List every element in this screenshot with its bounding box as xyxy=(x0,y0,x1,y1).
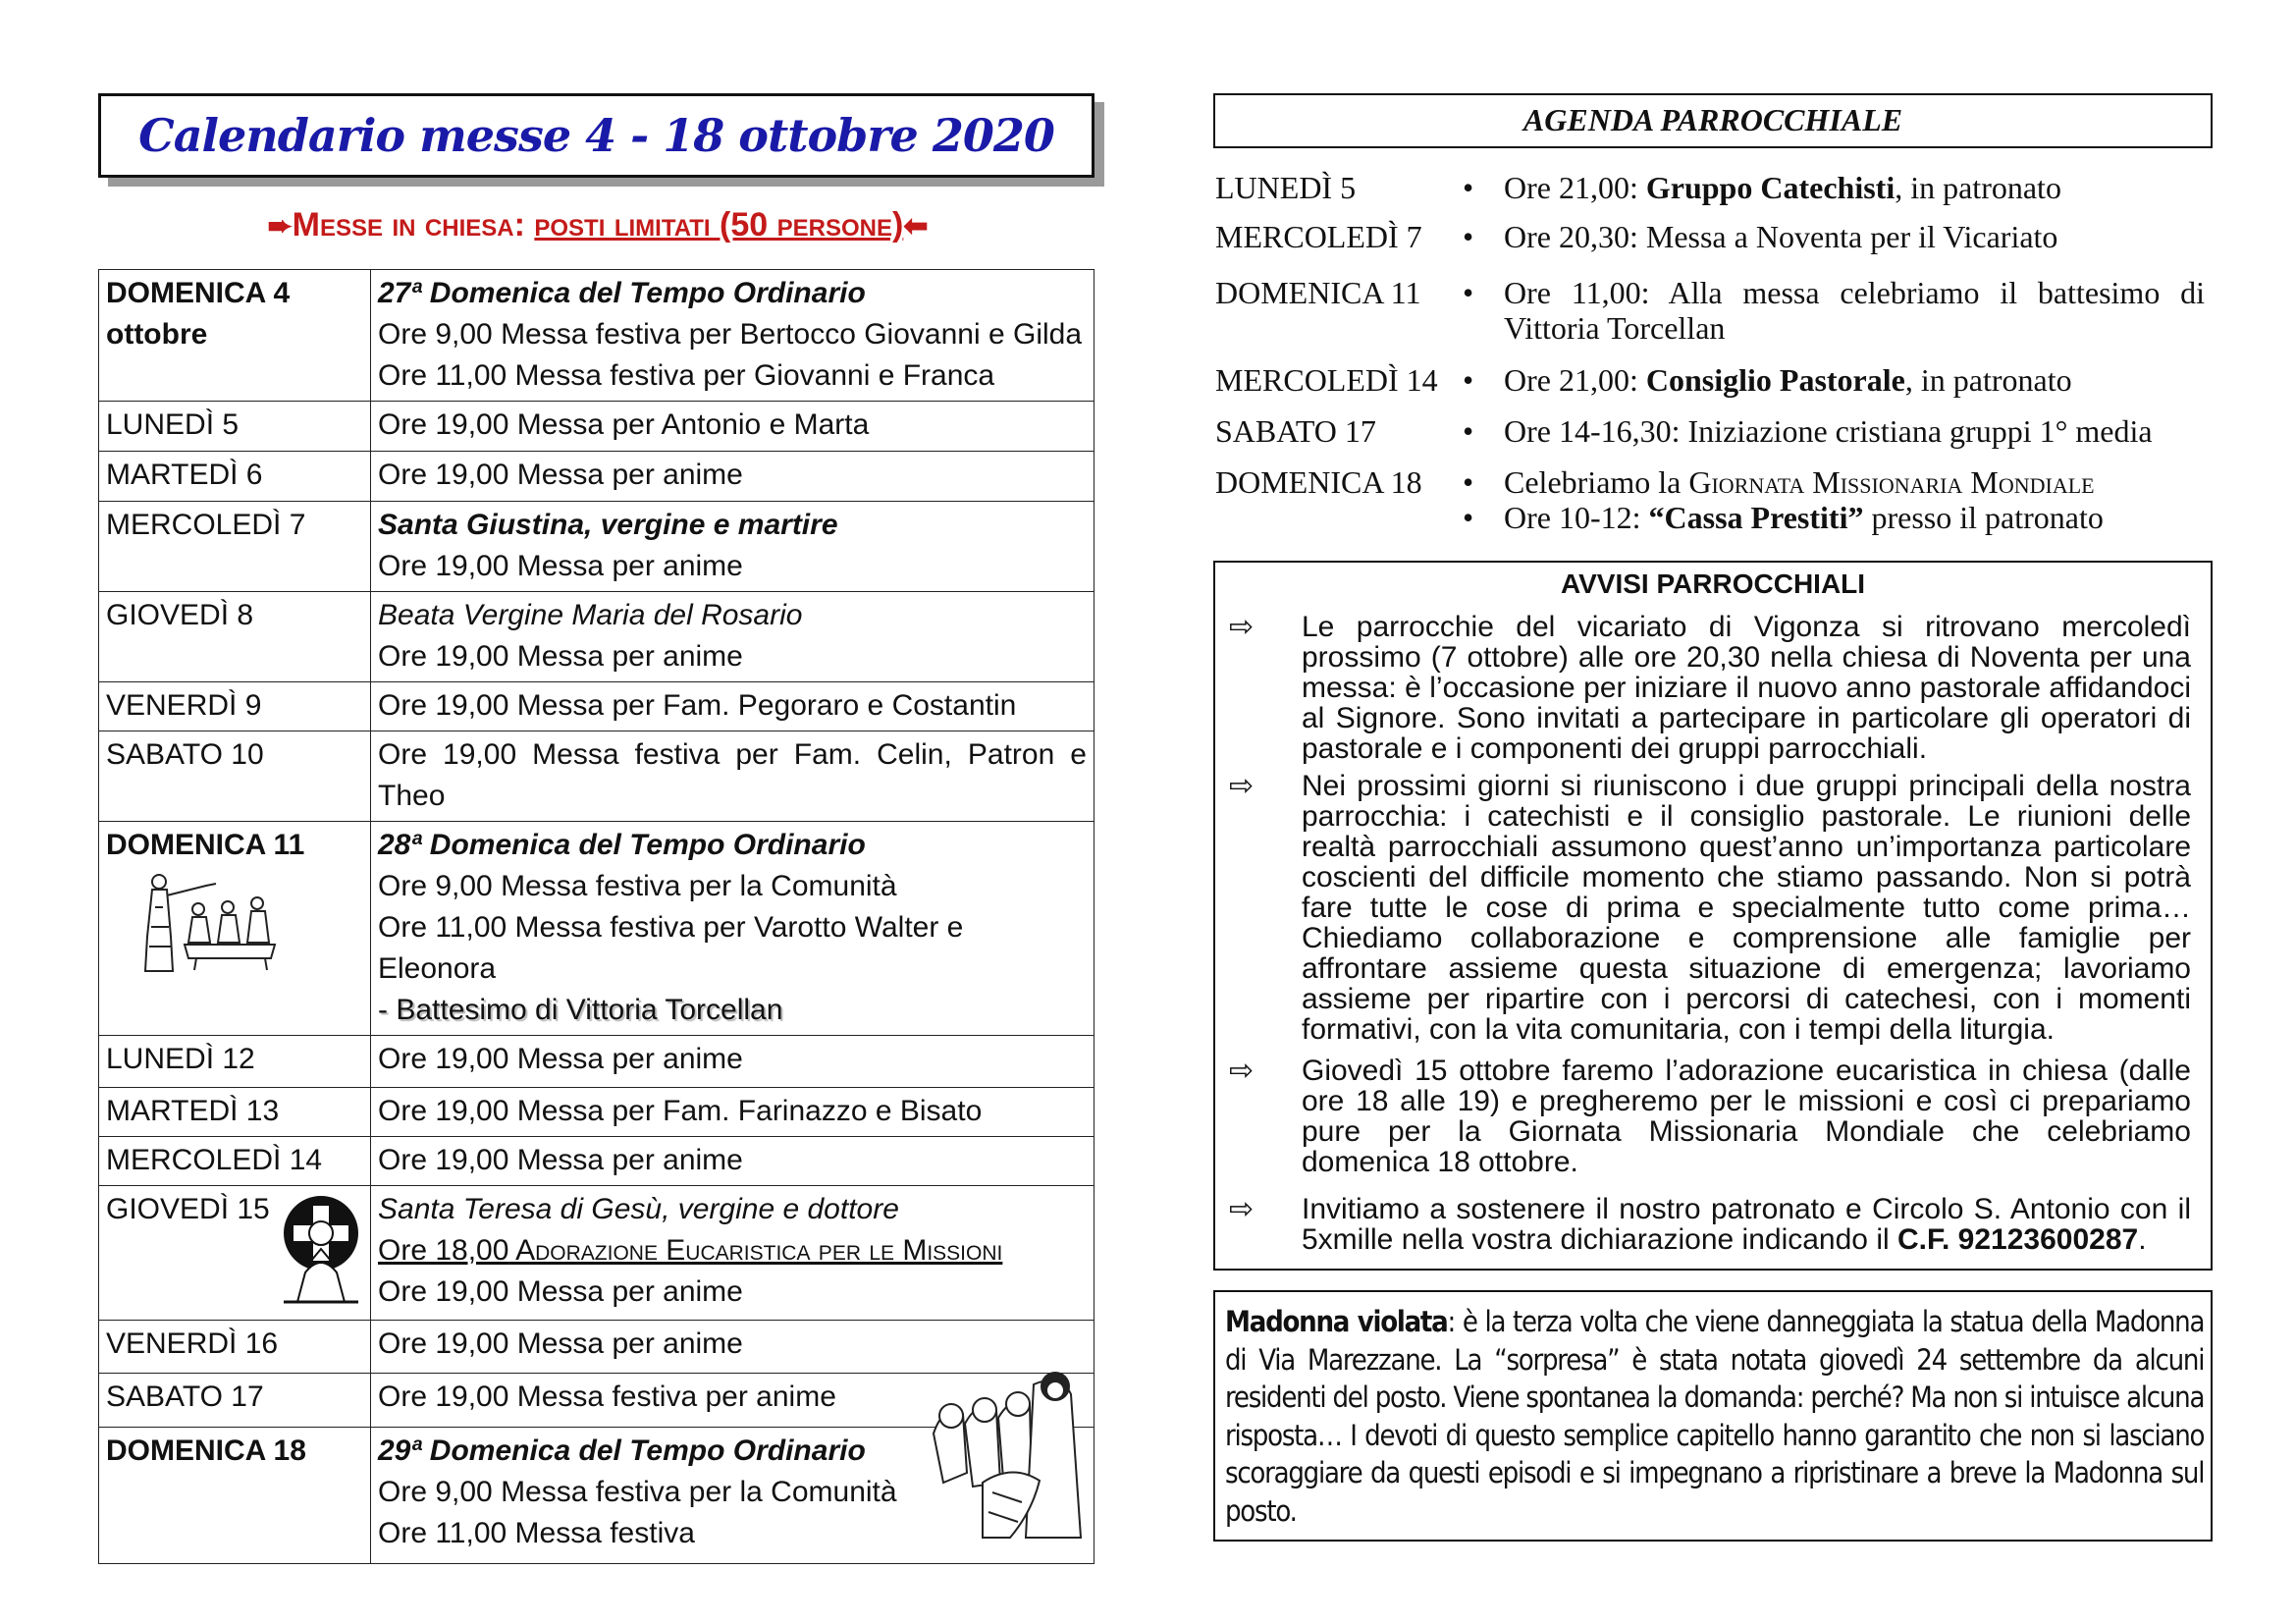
madonna-paragraph xyxy=(1225,1303,2204,1530)
madonna-box xyxy=(1213,1290,2213,1542)
day-cell: LUNEDÌ 12 xyxy=(99,1036,371,1088)
day-cell: VENERDÌ 9 xyxy=(99,682,371,731)
day-label: DOMENICA 11 xyxy=(106,829,305,861)
day-cell xyxy=(99,1186,371,1321)
liturgy-title: Santa Teresa di Gesù, vergine e dottore xyxy=(378,1193,899,1225)
baptism-line: - Battesimo di Vittoria Torcellan xyxy=(378,994,783,1026)
mass-line: Ore 19,00 Messa per anime xyxy=(378,1144,743,1176)
mass-cell xyxy=(371,1036,1095,1088)
liturgy-title: 27ª Domenica del Tempo Ordinario xyxy=(378,277,866,309)
agenda-items xyxy=(1463,413,2205,449)
mass-line: Ore 9,00 Messa festiva per la Comunità xyxy=(378,870,897,902)
mass-line: Ore 19,00 Messa per anime xyxy=(378,550,743,582)
table-row xyxy=(99,682,1095,731)
title-box xyxy=(98,93,1095,178)
bullet-icon: • xyxy=(1463,275,1474,310)
agenda-day: MERCOLEDÌ 14 xyxy=(1215,362,1438,398)
mass-cell xyxy=(371,682,1095,731)
agenda-day: DOMENICA 18 xyxy=(1215,464,1422,500)
day-cell: DOMENICA 18 xyxy=(99,1428,371,1564)
agenda-item xyxy=(1463,464,2205,500)
agenda-text: , in patronato xyxy=(1904,362,2072,398)
bullet-icon: • xyxy=(1463,362,1474,398)
day-cell: VENERDÌ 16 xyxy=(99,1321,371,1374)
agenda-items xyxy=(1463,464,2205,535)
avviso-paragraph: Giovedì 15 ottobre faremo l’adorazione eucaristica in chiesa (dalle ore 18 alle 19) e pregheremo per le missioni e così ci prepariamo pure per la Giornata Missionaria Mondiale che celebriamo domenica 18 ottobre. xyxy=(1302,1055,2191,1178)
eucharistic-adoration-icon xyxy=(276,1192,366,1308)
arrow-left-icon: ⬅ xyxy=(903,210,929,243)
agenda-item xyxy=(1463,275,2205,346)
agenda-text: presso il patronato xyxy=(1863,500,2104,535)
arrow-right-icon: ⇨ xyxy=(1229,770,1255,802)
agenda-text: Ore 21,00: xyxy=(1504,170,1646,205)
mass-calendar-table xyxy=(98,269,1095,1564)
agenda-items xyxy=(1463,170,2205,205)
table-row xyxy=(99,1428,1095,1564)
agenda-day: SABATO 17 xyxy=(1215,413,1376,449)
day-cell: MARTEDÌ 13 xyxy=(99,1088,371,1137)
day-cell: GIOVEDÌ 8 xyxy=(99,592,371,682)
table-row xyxy=(99,402,1095,452)
day-cell: LUNEDÌ 5 xyxy=(99,402,371,452)
adoration-title: Adorazione Eucaristica per le Missioni xyxy=(508,1234,1003,1267)
bullet-icon: • xyxy=(1463,413,1474,449)
mass-cell xyxy=(371,731,1095,822)
bullet-icon: • xyxy=(1463,464,1474,500)
agenda-item xyxy=(1463,219,2205,254)
liturgy-title: Beata Vergine Maria del Rosario xyxy=(378,599,803,631)
bullet-icon: • xyxy=(1463,500,1474,535)
mass-line: Ore 19,00 Messa festiva per Fam. Celin, Patron e Theo xyxy=(378,738,1087,812)
day-cell: MERCOLEDÌ 7 xyxy=(99,502,371,592)
mass-line: Ore 11,00 Messa festiva xyxy=(378,1517,695,1549)
mass-cell xyxy=(371,502,1095,592)
table-row xyxy=(99,1137,1095,1186)
mass-cell xyxy=(371,592,1095,682)
day-cell: MARTEDÌ 6 xyxy=(99,452,371,502)
madonna-body: : è la terza volta che viene danneggiata la statua della Madonna di Via Marezzane. La “sorpresa” è stata notata giovedì 24 settembre da alcuni residenti del posto. Viene spontanea la domanda: perché? Ma non si intuisce alcuna risposta… I devoti di questo semplice capitello hanno garantito che non si lasciano scoraggiare da questi episodi e si impegnano a ripristinare a breve la Madonna sul posto. xyxy=(1225,1305,2205,1528)
avviso-paragraph xyxy=(1302,1194,2191,1255)
notice-prefix: Messe in chiesa: xyxy=(292,206,535,244)
mass-cell xyxy=(371,1186,1095,1321)
liturgy-title: 29ª Domenica del Tempo Ordinario xyxy=(378,1435,866,1467)
agenda-text: Ore 21,00: xyxy=(1504,362,1646,398)
baptism-drawing-icon xyxy=(137,868,285,976)
agenda-bold: Gruppo Catechisti xyxy=(1645,170,1896,205)
adoration-time: Ore 18,00 xyxy=(378,1234,509,1267)
table-row xyxy=(99,731,1095,822)
arrow-right-icon: ⇨ xyxy=(1229,1055,1255,1087)
mass-notice xyxy=(98,206,1097,244)
mass-cell xyxy=(371,402,1095,452)
agenda-day: DOMENICA 11 xyxy=(1215,275,1421,310)
agenda-text: Ore 14-16,30: Iniziazione cristiana gruppi 1° media xyxy=(1504,413,2153,449)
mass-line: Ore 19,00 Messa per anime xyxy=(378,640,743,673)
arrow-right-icon: ⇨ xyxy=(1229,1193,1255,1225)
mass-line: Ore 19,00 Messa per Antonio e Marta xyxy=(378,408,870,441)
agenda-item xyxy=(1463,362,2205,398)
avviso-paragraph: Nei prossimi giorni si riuniscono i due gruppi principali della nostra parrocchia: i catechisti e il consiglio pastorale. Le riunioni delle realtà parrocchiali assumono quest’anno un’importanza particolare coscienti del difficile momento che stiamo passando. Non si potrà fare tutte le cose di prima e specialmente tutto come prima… Chiediamo collaborazione e comprensione alle famiglie per affrontare assieme questa situazione di emergenza; lavoriamo assieme per ripartire con i percorsi di catechesi, con i momenti formativi, con la vita comunitaria, con i tempi della liturgia. xyxy=(1302,770,2191,1046)
mass-line: Ore 19,00 Messa festiva per anime xyxy=(378,1380,836,1413)
table-row xyxy=(99,502,1095,592)
arrow-right-icon: ⇨ xyxy=(1229,611,1255,643)
liturgy-title: 28ª Domenica del Tempo Ordinario xyxy=(378,829,866,861)
jesus-disciples-drawing-icon xyxy=(924,1365,1091,1542)
avvisi-box xyxy=(1213,561,2213,1271)
mass-line: Ore 19,00 Messa per Fam. Pegoraro e Costantin xyxy=(378,689,1017,722)
agenda-text: Ore 11,00: Alla messa celebriamo il battesimo di Vittoria Torcellan xyxy=(1504,275,2205,346)
table-row xyxy=(99,1036,1095,1088)
day-cell: SABATO 10 xyxy=(99,731,371,822)
mass-cell xyxy=(371,1088,1095,1137)
agenda-items xyxy=(1463,362,2205,398)
mass-cell xyxy=(371,1137,1095,1186)
bullet-icon: • xyxy=(1463,219,1474,254)
avviso-text: Invitiamo a sostenere il nostro patronato e Circolo S. Antonio con il 5xmille nella vostra dichiarazione indicando il xyxy=(1302,1193,2191,1256)
adoration-line xyxy=(378,1230,1087,1272)
notice-limit: posti limitati (50 persone) xyxy=(534,206,904,244)
agenda-bold: “Cassa Prestiti” xyxy=(1648,500,1864,535)
mass-line: Ore 19,00 Messa per anime xyxy=(378,459,743,491)
avviso-paragraph: Le parrocchie del vicariato di Vigonza si ritrovano mercoledì prossimo (7 ottobre) alle ore 20,30 nella chiesa di Noventa per una messa: è l’occasione per iniziare il nuovo anno pastorale affidandoci al Signore. Sono invitati a partecipare in particolare gli operatori di pastorale e i componenti dei gruppi parrocchiali. xyxy=(1302,611,2191,765)
agenda-bold: Consiglio Pastorale xyxy=(1645,362,1905,398)
agenda-items xyxy=(1463,275,2205,346)
mass-line: Ore 9,00 Messa festiva per la Comunità xyxy=(378,1476,897,1508)
mass-line: Ore 11,00 Messa festiva per Giovanni e Franca xyxy=(378,359,995,392)
mass-line: Ore 11,00 Messa festiva per Varotto Walter e Eleonora xyxy=(378,911,964,985)
table-row xyxy=(99,452,1095,502)
agenda-items xyxy=(1463,219,2205,254)
table-row xyxy=(99,270,1095,402)
agenda-text: Ore 10-12: xyxy=(1504,500,1649,535)
table-row xyxy=(99,822,1095,1036)
mass-line: Ore 19,00 Messa per Fam. Farinazzo e Bisato xyxy=(378,1095,983,1127)
avvisi-title: AVVISI PARROCCHIALI xyxy=(1560,568,1866,599)
agenda-item xyxy=(1463,413,2205,449)
mass-line: Ore 9,00 Messa festiva per Bertocco Giovanni e Gilda xyxy=(378,318,1083,351)
mass-line: Ore 19,00 Messa per anime xyxy=(378,1327,743,1360)
agenda-text: , in patronato xyxy=(1895,170,2061,205)
day-cell: MERCOLEDÌ 14 xyxy=(99,1137,371,1186)
agenda-item xyxy=(1463,170,2205,205)
agenda-item xyxy=(1463,500,2205,535)
bullet-icon: • xyxy=(1463,170,1474,205)
day-cell: DOMENICA 4 ottobre xyxy=(99,270,371,402)
arrow-right-icon: ➨ xyxy=(267,210,293,243)
agenda-smallcaps: Giornata Missionaria Mondiale xyxy=(1688,464,2095,500)
mass-cell xyxy=(371,822,1095,1036)
mass-cell xyxy=(371,270,1095,402)
agenda-text: Celebriamo la xyxy=(1504,464,1689,500)
avviso-text: . xyxy=(2138,1223,2147,1256)
table-row xyxy=(99,1186,1095,1321)
tax-code: C.F. 92123600287 xyxy=(1897,1223,2139,1256)
page-title: Calendario messe 4 - 18 ottobre 2020 xyxy=(138,109,1054,162)
agenda-day: MERCOLEDÌ 7 xyxy=(1215,219,1422,254)
agenda-day: LUNEDÌ 5 xyxy=(1215,170,1357,205)
day-label: GIOVEDÌ 15 xyxy=(106,1193,270,1225)
liturgy-title: Santa Giustina, vergine e martire xyxy=(378,509,838,541)
day-cell xyxy=(99,822,371,1036)
mass-cell xyxy=(371,1428,1095,1564)
mass-cell xyxy=(371,452,1095,502)
mass-line: Ore 19,00 Messa per anime xyxy=(378,1043,743,1075)
table-row xyxy=(99,592,1095,682)
agenda-title: AGENDA PARROCCHIALE xyxy=(1213,93,2213,148)
table-row xyxy=(99,1088,1095,1137)
madonna-title: Madonna violata xyxy=(1225,1305,1448,1338)
day-cell: SABATO 17 xyxy=(99,1374,371,1428)
mass-line: Ore 19,00 Messa per anime xyxy=(378,1275,743,1308)
agenda-text: Ore 20,30: Messa a Noventa per il Vicariato xyxy=(1504,219,2058,254)
